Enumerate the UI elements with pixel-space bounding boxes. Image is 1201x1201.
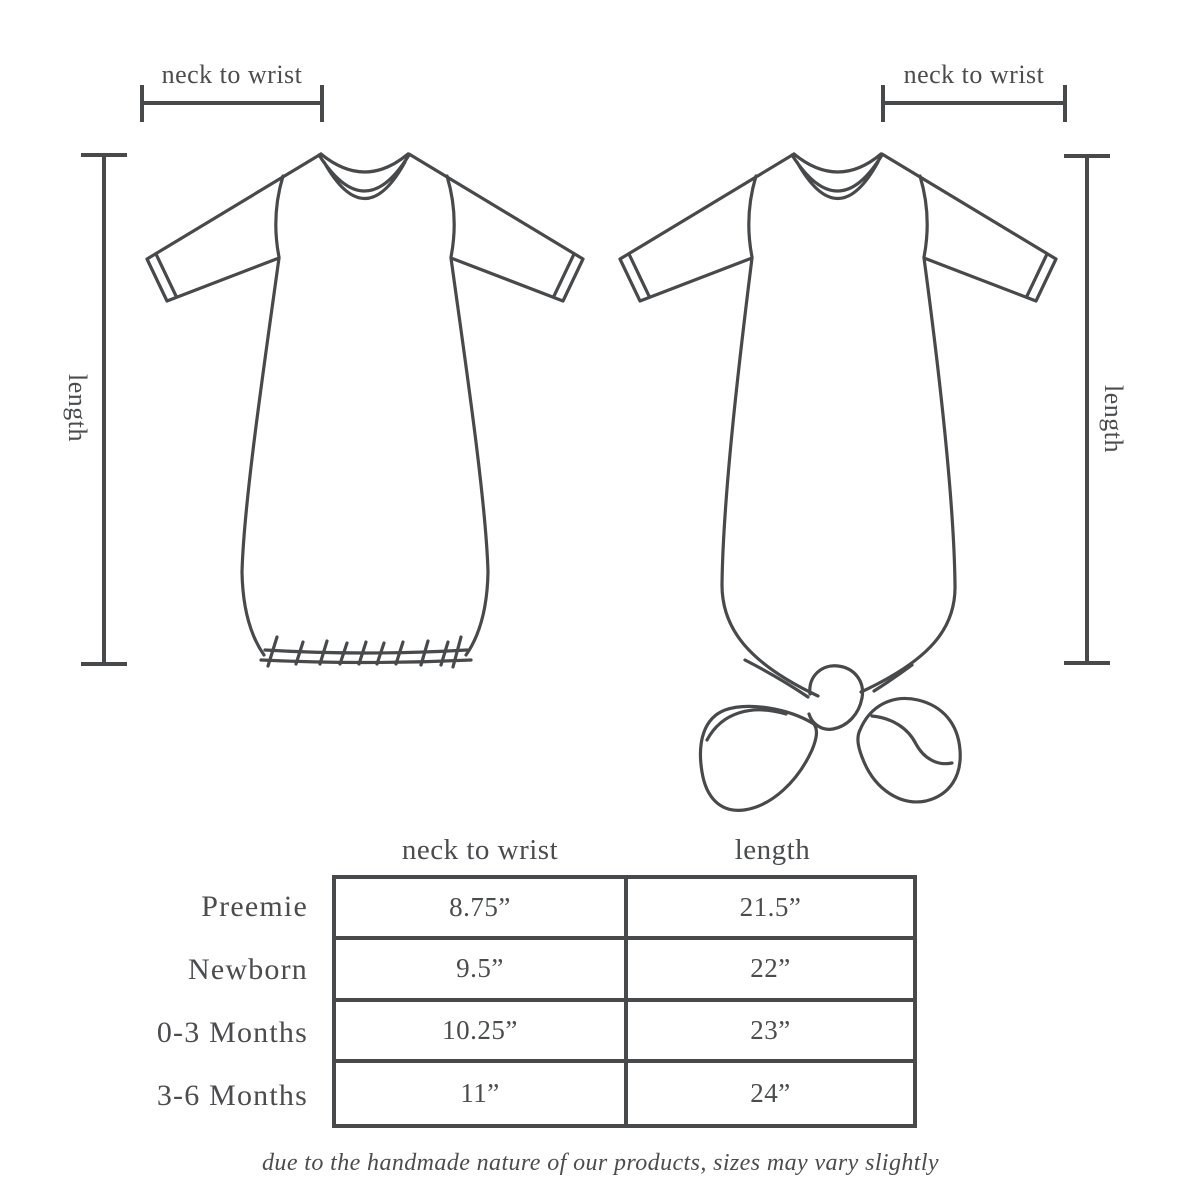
gown2-knot-right-loop — [858, 698, 960, 801]
cell-0-3-neck-to-wrist: 10.25” — [336, 1002, 628, 1063]
cell-newborn-length: 22” — [628, 940, 913, 1001]
gown-drawing-elastic-bottom — [147, 154, 583, 667]
gown2-knot-center — [809, 666, 863, 730]
table-row-labels — [60, 875, 308, 1128]
cell-preemie-length: 21.5” — [628, 879, 913, 940]
gown1-hem — [261, 650, 471, 663]
neck-to-wrist-label-right: neck to wrist — [903, 60, 1045, 89]
cell-newborn-neck-to-wrist: 9.5” — [336, 940, 628, 1001]
length-label-left: length — [63, 374, 92, 442]
row-label-preemie: Preemie — [201, 889, 308, 923]
neck-to-wrist-bracket-left — [142, 85, 322, 122]
cell-0-3-length: 23” — [628, 1002, 913, 1063]
gown2-knot-left-loop — [700, 706, 816, 810]
gown1-right-sleeve — [409, 154, 583, 301]
handmade-disclaimer: due to the handmade nature of our products, sizes may vary slightly — [262, 1150, 939, 1176]
gown2-knot-right-loop-fold — [872, 716, 952, 764]
gown-drawing-knotted — [620, 154, 1056, 810]
gown2-raglan-seams — [749, 176, 927, 257]
gown1-collar — [319, 154, 409, 199]
row-label-0-3-months: 0-3 Months — [156, 1016, 308, 1050]
gown1-body — [242, 258, 488, 655]
gown1-left-sleeve — [147, 154, 321, 301]
gown2-body-tapered — [722, 258, 955, 696]
cell-3-6-neck-to-wrist: 11” — [336, 1063, 628, 1124]
gown1-raglan-seams — [276, 176, 454, 257]
cell-preemie-neck-to-wrist: 8.75” — [336, 879, 628, 940]
row-label-newborn: Newborn — [187, 952, 308, 986]
table-header-neck-to-wrist: neck to wrist — [401, 834, 559, 866]
neck-to-wrist-label-left: neck to wrist — [161, 60, 303, 89]
length-label-right: length — [1099, 385, 1128, 453]
gown2-collar — [792, 154, 882, 199]
neck-to-wrist-bracket-right — [883, 85, 1065, 122]
cell-3-6-length: 24” — [750, 1077, 791, 1108]
row-label-3-6-months: 3-6 Months — [156, 1079, 308, 1113]
gown2-right-sleeve — [882, 154, 1056, 301]
size-table — [332, 875, 917, 1128]
table-header-length: length — [734, 834, 811, 866]
gown2-left-sleeve — [620, 154, 794, 301]
